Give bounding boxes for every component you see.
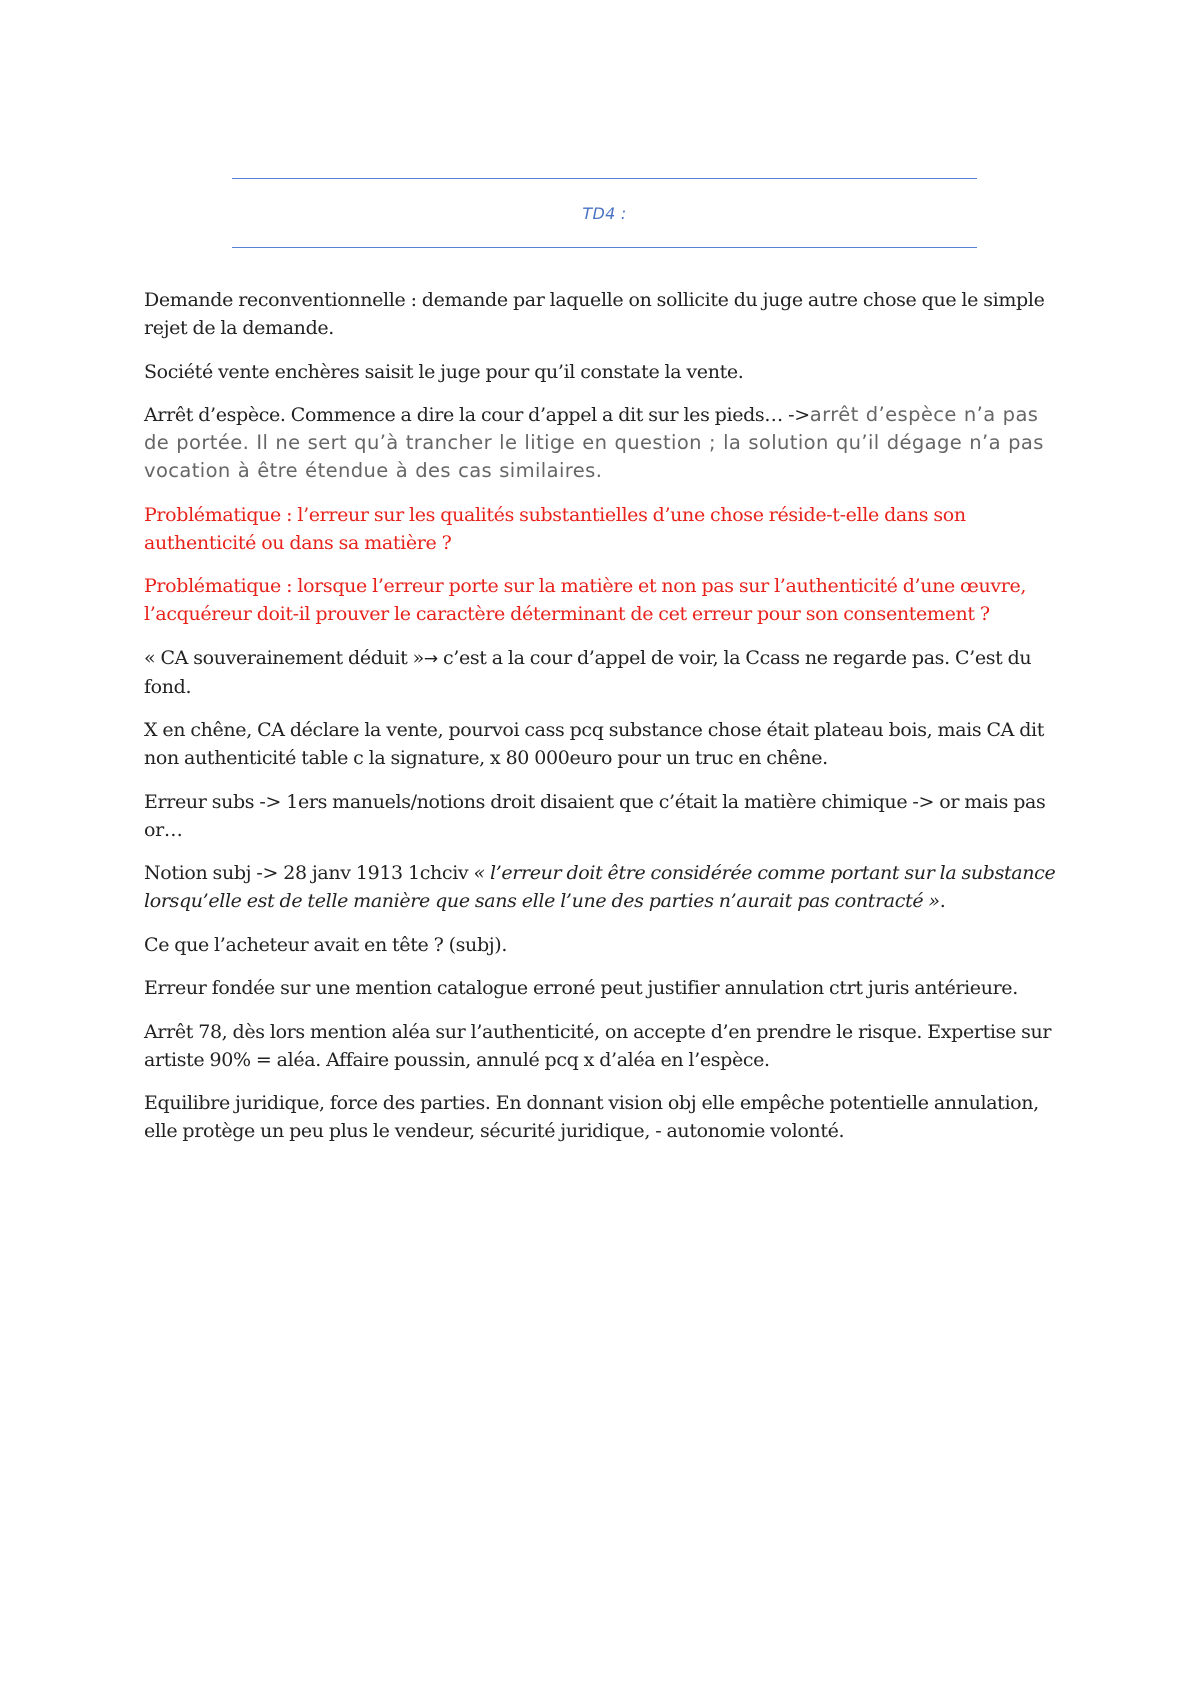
right-arrow-icon: →	[423, 648, 438, 669]
paragraph-acheteur: Ce que l’acheteur avait en tête ? (subj).	[144, 933, 508, 956]
notion-subj-quote: « l’erreur doit être considérée comme portant sur la substance lorsqu’elle est de telle manière que sans elle l’une des parties n’aurait pas contracté »	[144, 862, 1056, 912]
notion-subj-lead: Notion subj -> 28 janv 1913 1chciv	[144, 862, 474, 884]
paragraph-demande-reconventionnelle: Demande reconventionnelle : demande par laquelle on sollicite du juge autre chose que le simple rejet de la demande.	[144, 289, 1045, 339]
ca-explanation: c’est a la cour d’appel de voir, la Ccass ne regarde pas. C’est du fond.	[144, 646, 1032, 698]
paragraph-societe-vente: Société vente enchères saisit le juge pour qu’il constate la vente.	[144, 360, 744, 383]
paragraph-arret-78: Arrêt 78, dès lors mention aléa sur l’authenticité, on accepte d’en prendre le risque. Expertise sur artiste 90% = aléa. Affaire poussin, annulé pcq x d’aléa en l’espèce.	[144, 1020, 1052, 1071]
paragraph-equilibre-juridique: Equilibre juridique, force des parties. En donnant vision obj elle empêche potentielle annulation, elle protège un peu plus le vendeur, sécurité juridique, - autonomie volonté.	[144, 1092, 1039, 1142]
paragraph-arret-espece	[144, 401, 1064, 485]
arret-espece-lead: Arrêt d’espèce. Commence a dire la cour d’appel a dit sur les pieds… ->	[144, 404, 810, 426]
arret-espece-explanation: arrêt d’espèce n’a pas de portée. Il ne sert qu’à trancher le litige en question ; la solution qu’il dégage n’a pas vocation à être étendue à des cas similaires.	[144, 403, 1044, 482]
paragraph-erreur-subs: Erreur subs -> 1ers manuels/notions droit disaient que c’était la matière chimique -> or mais pas or…	[144, 790, 1046, 841]
document-body	[144, 286, 1064, 1161]
ca-quote: « CA souverainement déduit »	[144, 646, 424, 669]
paragraph-x-en-chene: X en chêne, CA déclare la vente, pourvoi cass pcq substance chose était plateau bois, mais CA dit non authenticité table c la signature, x 80 000euro pour un truc en chêne.	[144, 719, 1045, 769]
paragraph-erreur-fondee: Erreur fondée sur une mention catalogue erroné peut justifier annulation ctrt juris antérieure.	[144, 977, 1018, 999]
paragraph-ca-souverainement	[144, 644, 1064, 701]
title-top-rule	[232, 178, 977, 179]
paragraph-problematique-2: Problématique : lorsque l’erreur porte sur la matière et non pas sur l’authenticité d’une œuvre, l’acquéreur doit-il prouver le caractère déterminant de cet erreur pour son consentement ?	[144, 575, 1027, 625]
document-title: TD4 :	[582, 204, 627, 223]
title-block	[232, 178, 977, 250]
title-bottom-rule	[232, 247, 977, 248]
paragraph-problematique-1: Problématique : l’erreur sur les qualités substantielles d’une chose réside-t-elle dans son authenticité ou dans sa matière ?	[144, 503, 966, 554]
notion-subj-end: .	[939, 890, 946, 912]
paragraph-notion-subj	[144, 859, 1064, 915]
